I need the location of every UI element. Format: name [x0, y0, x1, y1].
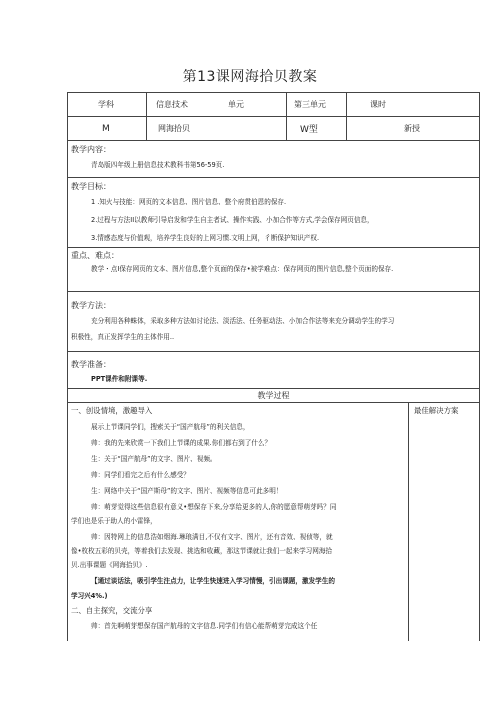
keypoints-section — [68, 248, 479, 292]
prep-section — [68, 352, 479, 389]
process-line: 帅：因特网上的信息浩如烟海.琳琅满目,不仅有文字、图片，还有音效、视侦等，就 — [91, 533, 333, 541]
process-line: 帅：萌芽觉得这些信息很有意义•想保存下来,分享给更多的人,你的愿意帮萌芽吗？同 — [91, 503, 337, 511]
prep-label: 教学准备： — [71, 360, 111, 369]
goal-item: 2.过程与方法II以教师引导启发和学生自主者试、操作实践、小加合作等方式,学会保存网页信息， — [91, 216, 374, 224]
goals-label: 教学目标： — [71, 182, 111, 191]
goal-item: 1 .知火与技能：网页的文本信息、图片信息、整个府贯伯恩的保存. — [91, 198, 287, 206]
class-type-value: 新授 — [404, 124, 420, 133]
methods-line: 充分利用各种蛛体，采取多种方法如讨论法、淡活法、任务驱动法、小加合作法等来充分调动学生的学习 — [91, 317, 395, 325]
subject-value: 信息技术 — [156, 100, 188, 109]
prep-text: PPT课件和附课等. — [91, 375, 148, 383]
process-line: 学们也是乐于助人的小雷锋， — [71, 517, 157, 525]
content-section — [68, 141, 479, 178]
process-line: 贝.出事课题《网海拾贝》. — [71, 561, 148, 569]
best-plan-label: 最佳解决方案 — [414, 406, 459, 415]
grade-value: M — [102, 123, 110, 134]
content-text: 青岛版四年级上册信息技术教科书第56-59页. — [91, 161, 225, 169]
goals-section — [68, 178, 479, 248]
subject-label: 学科 — [98, 100, 114, 109]
process-line: 生：关于“国产航母”的文字、图片、视频。 — [91, 455, 217, 463]
methods-label: 教学方法： — [71, 301, 111, 310]
topic-value: 网海拾贝 — [158, 124, 190, 133]
process-line: 帅：首先啊萌芽想保存国产航母的文字信息.同学们有信心能帮萌芽完成这个任 — [91, 622, 318, 630]
type-value: W型 — [300, 125, 318, 135]
process-header-row — [68, 389, 479, 403]
info-row-2 — [68, 117, 479, 141]
page-title: 第13课网海拾贝教案 — [182, 69, 318, 85]
unit-value: 第三单元 — [294, 100, 326, 109]
keypoints-text: 教学・点I保存网页的文本、图片信息,整个页面的保存•被学难点：保存网页的图片信息,整个页面的保存. — [91, 265, 394, 273]
keypoints-label: 重点、难点： — [71, 251, 119, 260]
part2-heading: 二、自主探究，交流分享 — [71, 606, 153, 615]
part1-note: 【通过谈话法，吸引学生注点力，让学生快速进入学习情慢，引出课题，激发学生的 — [91, 577, 335, 585]
process-line: 生：网络中关于“国产斯母”的文字、图片、视频等信息可此多明！ — [91, 487, 283, 495]
process-line: 展示上节课同学们，搜索关于“国产航母”的利关信息， — [91, 423, 250, 431]
period-label: 课时 — [370, 100, 386, 109]
content-label: 教学内容： — [71, 145, 111, 154]
goal-item: 3.情感态度与价值观，培养学生良好的上网习惯.文明上网，彳断保护知识产权. — [91, 234, 320, 242]
process-header: 教学过程 — [257, 391, 290, 400]
process-line: 帅：我的先来欣赏一下我们上节课的成果.你们都右到了什么？ — [91, 439, 272, 447]
lesson-plan-table — [67, 92, 480, 641]
process-body — [68, 403, 479, 641]
part1-note: 学习兴4%.) — [71, 592, 108, 600]
methods-section — [68, 292, 479, 352]
process-line: 帅：同学们看完之后有什么感受？ — [91, 471, 190, 479]
unit-label: 单元 — [228, 100, 244, 109]
methods-line: 积极性，真正发挥学生的主体作用.. — [71, 333, 175, 341]
process-line: 像•枚枚五彩的贝壳，等着我们去发现、挑选和收藏，那这节课就让我们一起来学习网海拾 — [71, 547, 333, 555]
info-row-1 — [68, 93, 479, 117]
part1-heading: 一、创设情境，激趣导入 — [71, 406, 153, 415]
